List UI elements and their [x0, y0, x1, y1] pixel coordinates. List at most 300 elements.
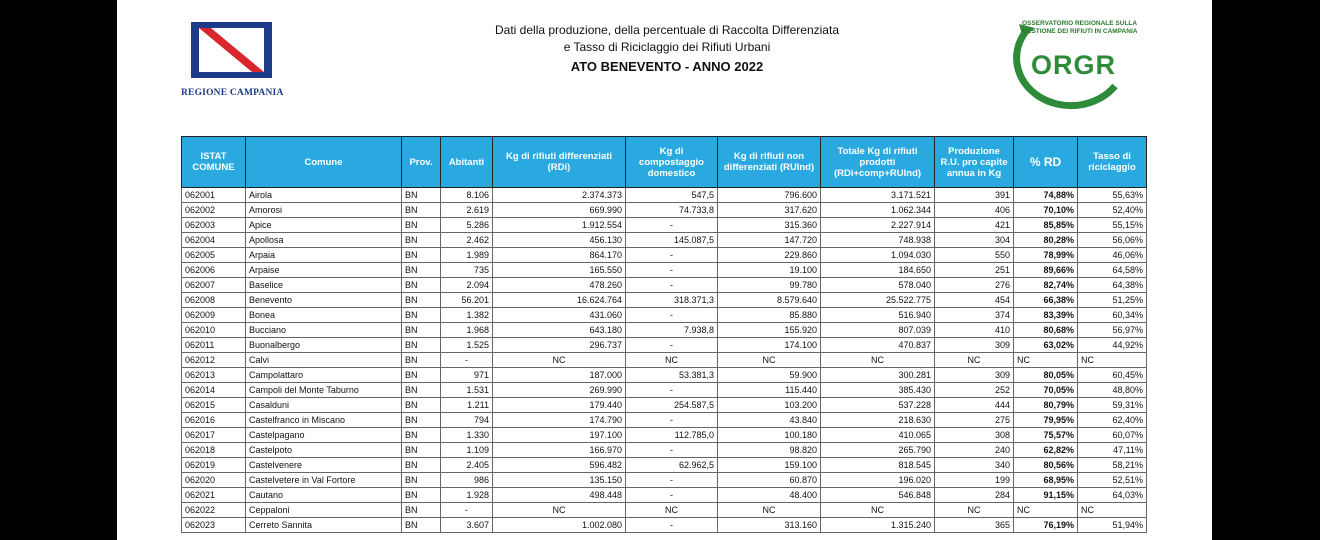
cell-prov: BN	[402, 203, 441, 218]
cell-totale: 3.171.521	[821, 188, 935, 203]
cell-compostaggio: -	[626, 488, 718, 503]
regione-campania-logo	[181, 20, 283, 102]
cell-rd: 63,02%	[1014, 338, 1078, 353]
cell-procapite: 252	[935, 383, 1014, 398]
table-row	[182, 398, 1147, 413]
cell-ruind: 85.880	[718, 308, 821, 323]
cell-riciclaggio: 52,40%	[1078, 203, 1147, 218]
cell-istat: 062016	[182, 413, 246, 428]
cell-rd: 76,19%	[1014, 518, 1078, 533]
cell-rdi: 1.912.554	[493, 218, 626, 233]
cell-ruind: 103.200	[718, 398, 821, 413]
cell-prov: BN	[402, 473, 441, 488]
cell-rd: 80,28%	[1014, 233, 1078, 248]
cell-ruind: 155.920	[718, 323, 821, 338]
cell-istat: 062012	[182, 353, 246, 368]
cell-istat: 062009	[182, 308, 246, 323]
cell-totale: 1.094.030	[821, 248, 935, 263]
cell-prov: BN	[402, 293, 441, 308]
cell-istat: 062018	[182, 443, 246, 458]
regione-campania-flag-icon	[191, 22, 272, 78]
col-header-totale: Totale Kg di rifiuti prodotti (RDi+comp+RUInd)	[821, 137, 935, 188]
cell-compostaggio: 145.087,5	[626, 233, 718, 248]
cell-procapite: NC	[935, 353, 1014, 368]
cell-prov: BN	[402, 398, 441, 413]
cell-rd: 80,05%	[1014, 368, 1078, 383]
cell-abitanti: 986	[441, 473, 493, 488]
cell-abitanti: 1.968	[441, 323, 493, 338]
table-row	[182, 218, 1147, 233]
cell-istat: 062004	[182, 233, 246, 248]
cell-istat: 062007	[182, 278, 246, 293]
cell-riciclaggio: 52,51%	[1078, 473, 1147, 488]
cell-prov: BN	[402, 368, 441, 383]
col-header-abitanti: Abitanti	[441, 137, 493, 188]
waste-data-table	[181, 136, 1147, 533]
cell-rdi: 498.448	[493, 488, 626, 503]
cell-compostaggio: 112.785,0	[626, 428, 718, 443]
cell-compostaggio: -	[626, 443, 718, 458]
cell-totale: 470.837	[821, 338, 935, 353]
cell-rdi: 269.990	[493, 383, 626, 398]
table-row	[182, 308, 1147, 323]
cell-abitanti: 1.109	[441, 443, 493, 458]
cell-rdi: 431.060	[493, 308, 626, 323]
cell-totale: 537.228	[821, 398, 935, 413]
cell-rdi: 478.260	[493, 278, 626, 293]
cell-istat: 062021	[182, 488, 246, 503]
cell-comune: Campolattaro	[246, 368, 402, 383]
cell-riciclaggio: 48,80%	[1078, 383, 1147, 398]
cell-ruind: NC	[718, 503, 821, 518]
cell-istat: 062003	[182, 218, 246, 233]
cell-comune: Castelfranco in Miscano	[246, 413, 402, 428]
cell-riciclaggio: 60,07%	[1078, 428, 1147, 443]
cell-procapite: 444	[935, 398, 1014, 413]
cell-comune: Arpaise	[246, 263, 402, 278]
cell-istat: 062022	[182, 503, 246, 518]
cell-comune: Amorosi	[246, 203, 402, 218]
cell-rd: 62,82%	[1014, 443, 1078, 458]
table-header-row	[182, 137, 1147, 188]
cell-abitanti: 8.106	[441, 188, 493, 203]
cell-abitanti: -	[441, 353, 493, 368]
table-row	[182, 488, 1147, 503]
cell-rd: 74,88%	[1014, 188, 1078, 203]
cell-totale: 1.315.240	[821, 518, 935, 533]
cell-rdi: 2.374.373	[493, 188, 626, 203]
cell-prov: BN	[402, 353, 441, 368]
cell-riciclaggio: 56,06%	[1078, 233, 1147, 248]
cell-procapite: 240	[935, 443, 1014, 458]
cell-abitanti: 1.989	[441, 248, 493, 263]
table-row	[182, 458, 1147, 473]
cell-totale: 1.062.344	[821, 203, 935, 218]
cell-compostaggio: NC	[626, 353, 718, 368]
cell-procapite: 550	[935, 248, 1014, 263]
cell-rd: 80,68%	[1014, 323, 1078, 338]
document-title	[417, 22, 917, 75]
cell-procapite: 406	[935, 203, 1014, 218]
cell-comune: Baselice	[246, 278, 402, 293]
cell-comune: Airola	[246, 188, 402, 203]
cell-comune: Bonea	[246, 308, 402, 323]
cell-rd: NC	[1014, 353, 1078, 368]
cell-rdi: 197.100	[493, 428, 626, 443]
cell-abitanti: 5.286	[441, 218, 493, 233]
cell-istat: 062020	[182, 473, 246, 488]
cell-procapite: 251	[935, 263, 1014, 278]
cell-prov: BN	[402, 458, 441, 473]
col-header-procapite: Produzione R.U. pro capite annua in Kg	[935, 137, 1014, 188]
cell-ruind: 99.780	[718, 278, 821, 293]
cell-istat: 062008	[182, 293, 246, 308]
cell-abitanti: 2.094	[441, 278, 493, 293]
cell-abitanti: 1.525	[441, 338, 493, 353]
cell-ruind: 147.720	[718, 233, 821, 248]
cell-compostaggio: NC	[626, 503, 718, 518]
cell-istat: 062013	[182, 368, 246, 383]
table-row	[182, 248, 1147, 263]
cell-comune: Arpaia	[246, 248, 402, 263]
cell-prov: BN	[402, 443, 441, 458]
cell-procapite: 276	[935, 278, 1014, 293]
cell-comune: Castelpoto	[246, 443, 402, 458]
cell-rd: 68,95%	[1014, 473, 1078, 488]
cell-prov: BN	[402, 188, 441, 203]
cell-prov: BN	[402, 248, 441, 263]
cell-compostaggio: -	[626, 518, 718, 533]
table-row	[182, 323, 1147, 338]
cell-ruind: 313.160	[718, 518, 821, 533]
cell-prov: BN	[402, 428, 441, 443]
title-line-2: e Tasso di Riciclaggio dei Rifiuti Urbani	[563, 40, 771, 54]
cell-rdi: 864.170	[493, 248, 626, 263]
cell-comune: Cautano	[246, 488, 402, 503]
col-header-riciclaggio: Tasso di riciclaggio	[1078, 137, 1147, 188]
cell-compostaggio: -	[626, 248, 718, 263]
cell-procapite: 391	[935, 188, 1014, 203]
cell-totale: NC	[821, 503, 935, 518]
table-row	[182, 518, 1147, 533]
table-row	[182, 368, 1147, 383]
cell-abitanti: 56.201	[441, 293, 493, 308]
cell-istat: 062014	[182, 383, 246, 398]
cell-ruind: 317.620	[718, 203, 821, 218]
cell-ruind: 159.100	[718, 458, 821, 473]
cell-rd: 79,95%	[1014, 413, 1078, 428]
cell-riciclaggio: 51,94%	[1078, 518, 1147, 533]
cell-riciclaggio: 60,34%	[1078, 308, 1147, 323]
cell-istat: 062010	[182, 323, 246, 338]
cell-procapite: 309	[935, 368, 1014, 383]
cell-rdi: 16.624.764	[493, 293, 626, 308]
cell-prov: BN	[402, 263, 441, 278]
cell-rd: 70,10%	[1014, 203, 1078, 218]
cell-abitanti: 971	[441, 368, 493, 383]
cell-rd: 80,56%	[1014, 458, 1078, 473]
cell-ruind: 98.820	[718, 443, 821, 458]
col-header-rd: % RD	[1014, 137, 1078, 188]
cell-abitanti: 2.462	[441, 233, 493, 248]
cell-totale: 748.938	[821, 233, 935, 248]
cell-procapite: 199	[935, 473, 1014, 488]
cell-istat: 062001	[182, 188, 246, 203]
cell-abitanti: 1.531	[441, 383, 493, 398]
cell-comune: Ceppaloni	[246, 503, 402, 518]
cell-procapite: 308	[935, 428, 1014, 443]
cell-procapite: 421	[935, 218, 1014, 233]
cell-compostaggio: 74.733,8	[626, 203, 718, 218]
cell-riciclaggio: 46,06%	[1078, 248, 1147, 263]
cell-comune: Campoli del Monte Taburno	[246, 383, 402, 398]
cell-rd: 75,57%	[1014, 428, 1078, 443]
cell-ruind: 59.900	[718, 368, 821, 383]
cell-ruind: 43.840	[718, 413, 821, 428]
cell-riciclaggio: 56,97%	[1078, 323, 1147, 338]
cell-ruind: 48.400	[718, 488, 821, 503]
cell-rd: 85,85%	[1014, 218, 1078, 233]
col-header-comune: Comune	[246, 137, 402, 188]
cell-compostaggio: 254.587,5	[626, 398, 718, 413]
cell-rd: 78,99%	[1014, 248, 1078, 263]
cell-istat: 062015	[182, 398, 246, 413]
cell-totale: 184.650	[821, 263, 935, 278]
cell-rdi: 166.970	[493, 443, 626, 458]
table-row	[182, 383, 1147, 398]
cell-abitanti: 1.211	[441, 398, 493, 413]
cell-riciclaggio: 64,38%	[1078, 278, 1147, 293]
cell-rdi: NC	[493, 353, 626, 368]
table-row	[182, 293, 1147, 308]
cell-abitanti: 2.405	[441, 458, 493, 473]
cell-prov: BN	[402, 338, 441, 353]
cell-comune: Bucciano	[246, 323, 402, 338]
col-header-prov: Prov.	[402, 137, 441, 188]
cell-prov: BN	[402, 278, 441, 293]
cell-prov: BN	[402, 323, 441, 338]
cell-istat: 062005	[182, 248, 246, 263]
cell-compostaggio: -	[626, 383, 718, 398]
cell-comune: Cerreto Sannita	[246, 518, 402, 533]
cell-abitanti: 794	[441, 413, 493, 428]
cell-totale: 578.040	[821, 278, 935, 293]
cell-rdi: 135.150	[493, 473, 626, 488]
table-row	[182, 413, 1147, 428]
cell-ruind: 60.870	[718, 473, 821, 488]
cell-riciclaggio: 59,31%	[1078, 398, 1147, 413]
cell-rdi: 643.180	[493, 323, 626, 338]
cell-rdi: 669.990	[493, 203, 626, 218]
cell-rdi: 179.440	[493, 398, 626, 413]
cell-procapite: 365	[935, 518, 1014, 533]
cell-procapite: NC	[935, 503, 1014, 518]
cell-comune: Castelpagano	[246, 428, 402, 443]
cell-abitanti: -	[441, 503, 493, 518]
cell-procapite: 309	[935, 338, 1014, 353]
cell-procapite: 454	[935, 293, 1014, 308]
cell-riciclaggio: 58,21%	[1078, 458, 1147, 473]
cell-totale: 218.630	[821, 413, 935, 428]
cell-comune: Castelvetere in Val Fortore	[246, 473, 402, 488]
table-row	[182, 338, 1147, 353]
cell-riciclaggio: 64,58%	[1078, 263, 1147, 278]
orgr-word: ORGR	[1031, 50, 1116, 80]
table-row	[182, 203, 1147, 218]
cell-totale: 516.940	[821, 308, 935, 323]
cell-prov: BN	[402, 308, 441, 323]
cell-riciclaggio: 55,63%	[1078, 188, 1147, 203]
cell-procapite: 340	[935, 458, 1014, 473]
table-row	[182, 353, 1147, 368]
cell-rdi: 174.790	[493, 413, 626, 428]
cell-comune: Calvi	[246, 353, 402, 368]
cell-totale: NC	[821, 353, 935, 368]
cell-ruind: 115.440	[718, 383, 821, 398]
cell-rdi: 456.130	[493, 233, 626, 248]
cell-istat: 062023	[182, 518, 246, 533]
cell-totale: 385.430	[821, 383, 935, 398]
cell-ruind: 796.600	[718, 188, 821, 203]
cell-rd: 66,38%	[1014, 293, 1078, 308]
cell-istat: 062006	[182, 263, 246, 278]
cell-prov: BN	[402, 218, 441, 233]
cell-rdi: 596.482	[493, 458, 626, 473]
cell-istat: 062002	[182, 203, 246, 218]
table-row	[182, 263, 1147, 278]
cell-totale: 410.065	[821, 428, 935, 443]
cell-rd: 91,15%	[1014, 488, 1078, 503]
cell-ruind: 229.860	[718, 248, 821, 263]
cell-istat: 062019	[182, 458, 246, 473]
cell-prov: BN	[402, 383, 441, 398]
cell-rdi: 165.550	[493, 263, 626, 278]
cell-rd: 89,66%	[1014, 263, 1078, 278]
cell-rdi: NC	[493, 503, 626, 518]
cell-riciclaggio: 64,03%	[1078, 488, 1147, 503]
cell-compostaggio: -	[626, 473, 718, 488]
cell-rd: 82,74%	[1014, 278, 1078, 293]
cell-ruind: 174.100	[718, 338, 821, 353]
cell-riciclaggio: 51,25%	[1078, 293, 1147, 308]
orgr-subtitle: OSSERVATORIO REGIONALE SULLA GESTIONE DEI RIFIUTI IN CAMPANIA	[1022, 20, 1138, 35]
cell-prov: BN	[402, 488, 441, 503]
cell-rdi: 1.002.080	[493, 518, 626, 533]
cell-compostaggio: -	[626, 413, 718, 428]
cell-abitanti: 3.607	[441, 518, 493, 533]
cell-compostaggio: 53.381,3	[626, 368, 718, 383]
cell-riciclaggio: 62,40%	[1078, 413, 1147, 428]
cell-prov: BN	[402, 518, 441, 533]
table-row	[182, 428, 1147, 443]
cell-compostaggio: -	[626, 278, 718, 293]
cell-istat: 062011	[182, 338, 246, 353]
cell-compostaggio: 7.938,8	[626, 323, 718, 338]
cell-rd: 80,79%	[1014, 398, 1078, 413]
cell-procapite: 284	[935, 488, 1014, 503]
cell-rdi: 296.737	[493, 338, 626, 353]
cell-riciclaggio: NC	[1078, 503, 1147, 518]
cell-compostaggio: 62.962,5	[626, 458, 718, 473]
orgr-logo	[997, 16, 1147, 116]
cell-totale: 196.020	[821, 473, 935, 488]
cell-ruind: 315.360	[718, 218, 821, 233]
cell-ruind: 8.579.640	[718, 293, 821, 308]
table-row	[182, 233, 1147, 248]
cell-compostaggio: -	[626, 308, 718, 323]
col-header-istat: ISTAT COMUNE	[182, 137, 246, 188]
cell-compostaggio: 547,5	[626, 188, 718, 203]
cell-totale: 25.522.775	[821, 293, 935, 308]
cell-comune: Apollosa	[246, 233, 402, 248]
title-line-1: Dati della produzione, della percentuale di Raccolta Differenziata	[495, 23, 839, 37]
cell-procapite: 374	[935, 308, 1014, 323]
cell-comune: Apice	[246, 218, 402, 233]
cell-compostaggio: -	[626, 263, 718, 278]
cell-comune: Benevento	[246, 293, 402, 308]
cell-rd: 70,05%	[1014, 383, 1078, 398]
cell-compostaggio: 318.371,3	[626, 293, 718, 308]
cell-totale: 300.281	[821, 368, 935, 383]
cell-compostaggio: -	[626, 338, 718, 353]
cell-prov: BN	[402, 413, 441, 428]
cell-riciclaggio: 44,92%	[1078, 338, 1147, 353]
cell-abitanti: 735	[441, 263, 493, 278]
cell-totale: 2.227.914	[821, 218, 935, 233]
cell-ruind: 100.180	[718, 428, 821, 443]
cell-comune: Castelvenere	[246, 458, 402, 473]
cell-rd: 83,39%	[1014, 308, 1078, 323]
cell-riciclaggio: 55,15%	[1078, 218, 1147, 233]
region-name: REGIONE CAMPANIA	[181, 88, 284, 98]
cell-abitanti: 1.330	[441, 428, 493, 443]
cell-procapite: 410	[935, 323, 1014, 338]
cell-procapite: 304	[935, 233, 1014, 248]
cell-rdi: 187.000	[493, 368, 626, 383]
table-row	[182, 278, 1147, 293]
cell-procapite: 275	[935, 413, 1014, 428]
cell-riciclaggio: 60,45%	[1078, 368, 1147, 383]
document-page	[117, 0, 1212, 540]
cell-prov: BN	[402, 503, 441, 518]
cell-istat: 062017	[182, 428, 246, 443]
cell-riciclaggio: 47,11%	[1078, 443, 1147, 458]
col-header-compostaggio: Kg di compostaggio domestico	[626, 137, 718, 188]
col-header-ruind: Kg di rifiuti non differenziati (RUInd)	[718, 137, 821, 188]
cell-comune: Casalduni	[246, 398, 402, 413]
cell-abitanti: 1.382	[441, 308, 493, 323]
table-row	[182, 473, 1147, 488]
table-row	[182, 503, 1147, 518]
cell-rd: NC	[1014, 503, 1078, 518]
cell-prov: BN	[402, 233, 441, 248]
cell-abitanti: 2.619	[441, 203, 493, 218]
cell-totale: 546.848	[821, 488, 935, 503]
col-header-rdi: Kg di rifiuti differenziati (RDi)	[493, 137, 626, 188]
cell-riciclaggio: NC	[1078, 353, 1147, 368]
cell-totale: 807.039	[821, 323, 935, 338]
cell-ruind: 19.100	[718, 263, 821, 278]
cell-comune: Buonalbergo	[246, 338, 402, 353]
cell-totale: 265.790	[821, 443, 935, 458]
cell-compostaggio: -	[626, 218, 718, 233]
cell-ruind: NC	[718, 353, 821, 368]
cell-abitanti: 1.928	[441, 488, 493, 503]
table-row	[182, 188, 1147, 203]
table-row	[182, 443, 1147, 458]
cell-totale: 818.545	[821, 458, 935, 473]
title-line-3: ATO BENEVENTO - ANNO 2022	[570, 59, 764, 74]
